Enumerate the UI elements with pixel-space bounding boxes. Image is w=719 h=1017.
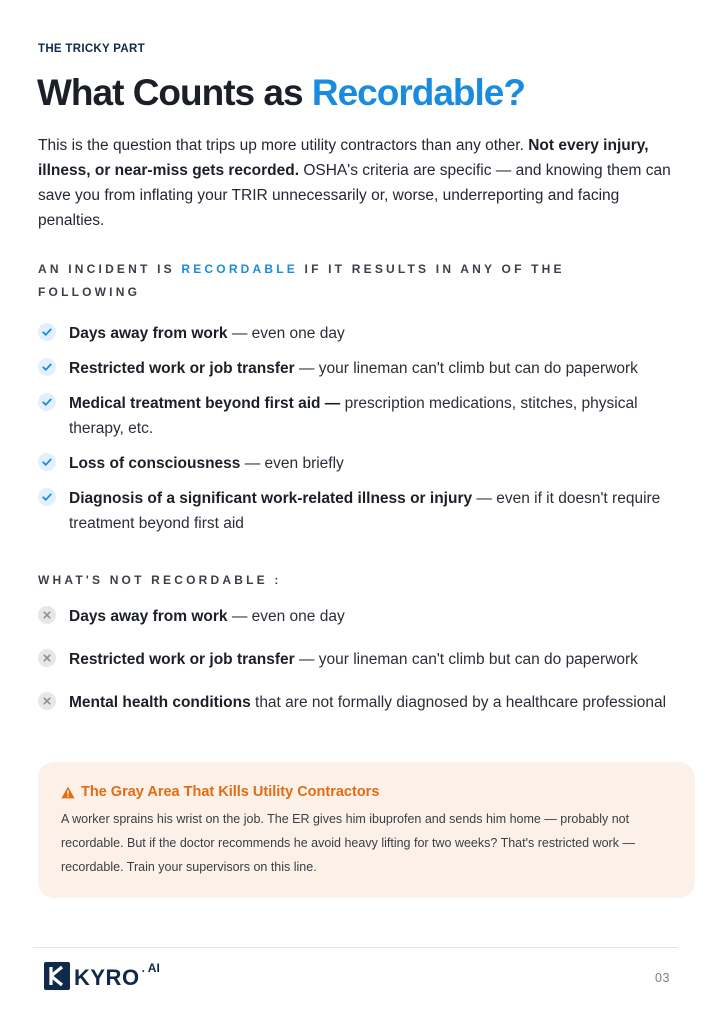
not-recordable-list xyxy=(38,604,693,733)
item-bold: Days away from work xyxy=(69,325,228,342)
intro-bold: Not every injury, illness, or near-miss gets recorded. xyxy=(38,137,649,179)
recordable-heading-post: IF IT RESULTS IN ANY OF THE FOLLOWING xyxy=(38,262,565,299)
warning-icon xyxy=(61,786,75,799)
item-text: — your lineman can't climb but can do paperwork xyxy=(294,360,638,377)
item-text: — even if it doesn't require treatment beyond first aid xyxy=(69,490,661,532)
item-text: prescription medications, stitches, physical therapy, etc. xyxy=(69,395,638,437)
check-icon xyxy=(38,393,56,411)
list-item xyxy=(38,321,693,346)
item-bold: Restricted work or job transfer xyxy=(69,360,295,377)
recordable-list xyxy=(38,321,693,546)
callout-body: A worker sprains his wrist on the job. The ER gives him ibuprofen and sends him home — probably not recordable. But if the doctor recommends he avoid heavy lifting for two weeks? That's restricted work — recordable. Train your supervisors on this line. xyxy=(61,812,635,874)
item-bold: Diagnosis of a significant work-related illness or injury xyxy=(69,490,473,507)
not-recordable-heading: WHAT'S NOT RECORDABLE : xyxy=(38,573,282,587)
list-item xyxy=(38,391,693,441)
logo-wordmark: KYRO xyxy=(74,965,140,990)
intro-text-1: This is the question that trips up more utility contractors than any other. xyxy=(38,137,529,154)
page-number: 03 xyxy=(655,971,670,985)
recordable-heading xyxy=(38,258,638,304)
item-bold: Days away from work xyxy=(69,608,228,625)
gray-area-callout xyxy=(38,762,695,898)
x-icon xyxy=(38,692,56,710)
item-bold: Restricted work or job transfer xyxy=(69,651,295,668)
item-bold: Medical treatment beyond first aid — xyxy=(69,395,341,412)
logo-suffix: . AI xyxy=(141,961,160,975)
list-item xyxy=(38,647,693,672)
item-text: that are not formally diagnosed by a healthcare professional xyxy=(250,694,667,711)
item-text: — even one day xyxy=(227,325,345,342)
title-accent: Recordable? xyxy=(311,72,525,113)
list-item xyxy=(38,356,693,381)
x-icon xyxy=(38,606,56,624)
list-item xyxy=(38,690,693,715)
kyro-logo xyxy=(44,962,160,994)
list-item xyxy=(38,604,693,629)
check-icon xyxy=(38,488,56,506)
intro-paragraph xyxy=(38,133,678,233)
intro-text-2: OSHA's criteria are specific — and knowing them can save you from inflating your TRIR unnecessarily or, worse, underreporting and facing penalties. xyxy=(38,162,671,229)
list-item xyxy=(38,486,693,536)
check-icon xyxy=(38,358,56,376)
list-item xyxy=(38,451,693,476)
item-text: — even briefly xyxy=(240,455,344,472)
item-text: — even one day xyxy=(227,608,345,625)
title-main: What Counts as xyxy=(37,72,312,113)
footer-divider xyxy=(33,947,678,948)
recordable-heading-accent: RECORDABLE xyxy=(181,262,299,276)
kyro-logo-mark-icon xyxy=(44,962,70,995)
x-icon xyxy=(38,649,56,667)
item-text: — your lineman can't climb but can do paperwork xyxy=(294,651,638,668)
check-icon xyxy=(38,453,56,471)
item-bold: Mental health conditions xyxy=(69,694,251,711)
item-bold: Loss of consciousness xyxy=(69,455,241,472)
recordable-heading-pre: AN INCIDENT IS xyxy=(38,262,182,276)
callout-title-text: The Gray Area That Kills Utility Contractors xyxy=(81,784,380,800)
check-icon xyxy=(38,323,56,341)
eyebrow-label: THE TRICKY PART xyxy=(38,43,145,55)
page-title xyxy=(37,72,525,114)
callout-title xyxy=(61,784,671,800)
